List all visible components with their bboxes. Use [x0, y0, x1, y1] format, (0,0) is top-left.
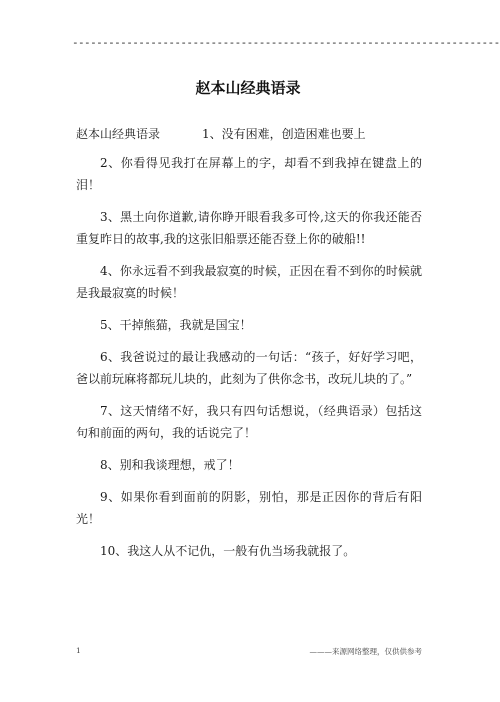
source-note: ———来源网络整理，仅供供参考	[309, 647, 422, 656]
quote-paragraph: 10、我这人从不记仇，一般有仇当场我就报了。	[100, 544, 356, 558]
quote-paragraph: 6、我爸说过的最让我感动的一句话：“孩子，好好学习吧，爸以前玩麻将都玩儿块的，此刻为了供你念书，改玩儿块的了。”	[76, 350, 422, 386]
page-title: 赵本山经典语录	[195, 79, 301, 97]
quote-paragraph: 5、干掉熊猫，我就是国宝！	[100, 318, 252, 332]
quote-paragraph: 9、如果你看到面前的阴影，别怕，那是正因你的背后有阳光！	[76, 490, 422, 526]
intro-line	[76, 124, 426, 144]
page-number: 1	[76, 646, 81, 655]
header-dashed-rule: -----------------------------------------------------------------------	[72, 36, 500, 49]
quote-paragraph: 4、你永远看不到我最寂寞的时候，正因在看不到你的时候就是我最寂寞的时候！	[76, 264, 422, 300]
quote-paragraph: 8、别和我谈理想，戒了！	[100, 458, 240, 472]
quotes-body	[76, 152, 422, 572]
quote-paragraph: 7、这天情绪不好，我只有四句话想说，（经典语录）包括这句和前面的两句，我的话说完了！	[76, 404, 422, 440]
quote-paragraph: 2、你看得见我打在屏幕上的字，却看不到我掉在键盘上的泪！	[76, 156, 422, 192]
quote-1: 1、没有困难，创造困难也要上	[202, 127, 366, 141]
quote-paragraph: 3、黑土向你道歉,请你睁开眼看我多可怜,这天的你我还能否重复昨日的故事,我的这张旧船票还能否登上你的破船!!	[76, 210, 422, 246]
intro-label: 赵本山经典语录	[76, 127, 161, 141]
